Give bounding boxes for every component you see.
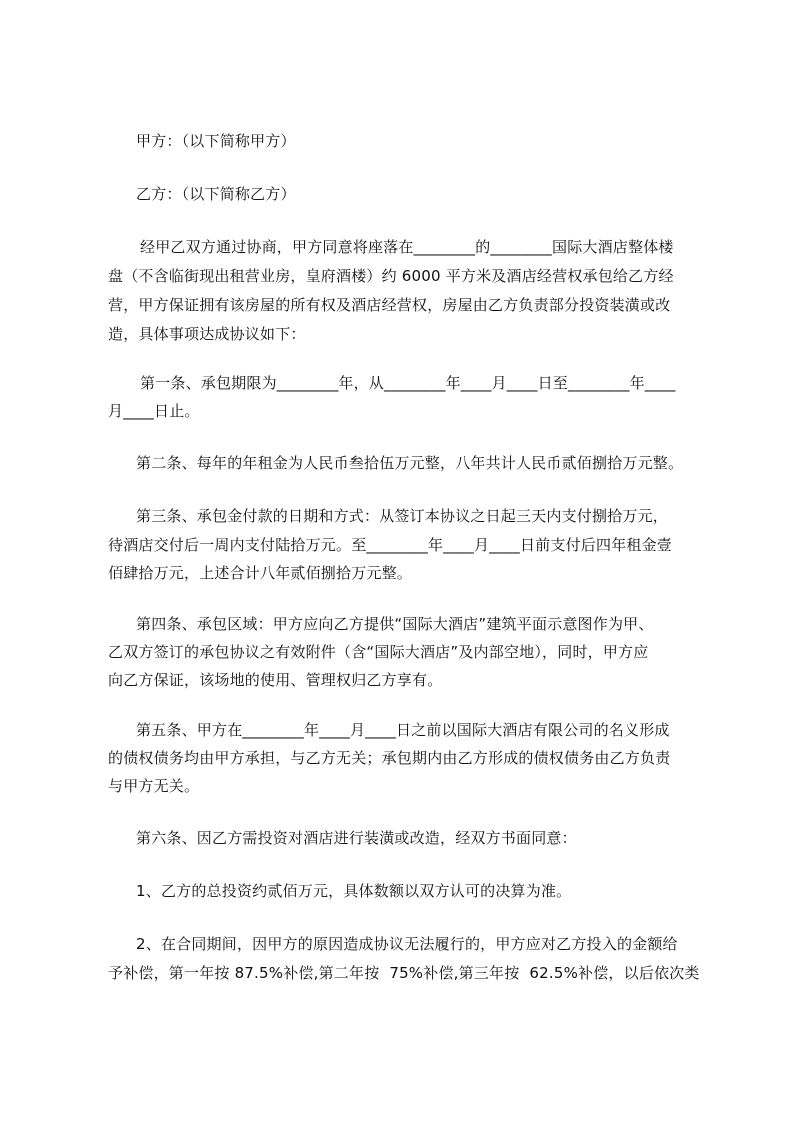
article-2-line-1: 第二条、每年的年租金为人民币叁拾伍万元整，八年共计人民币贰佰捌拾万元整。 (136, 454, 684, 472)
article-5-line-1: 第五条、甲方在________年____月____日之前以国际大酒店有限公司的名义形成 (136, 721, 670, 739)
item-2-line-1: 2、在合同期间，因甲方的原因造成协议无法履行的，甲方应对乙方投入的金额给 (136, 935, 678, 953)
party-b-line: 乙方：（以下简称乙方） (136, 185, 296, 203)
article-6-line-1: 第六条、因乙方需投资对酒店进行装潢或改造，经双方书面同意： (136, 829, 577, 847)
party-a-line: 甲方：（以下简称甲方） (136, 132, 296, 150)
article-3-line-2: 待酒店交付后一周内支付陆拾万元。至________年____月____日前支付后四年租金壹 (108, 536, 673, 554)
intro-line-1: 经甲乙双方通过协商，甲方同意将座落在________的________国际大酒店整体楼 (140, 238, 674, 256)
article-4-line-1: 第四条、承包区域：甲方应向乙方提供“国际大酒店”建筑平面示意图作为甲、 (136, 615, 654, 633)
article-5-line-2: 的债权债务均由甲方承担，与乙方无关；承包期内由乙方形成的债权债务由乙方负责 (108, 749, 671, 767)
article-4-line-3: 向乙方保证，该场地的使用、管理权归乙方享有。 (108, 671, 443, 689)
intro-line-4: 造，具体事项达成协议如下： (108, 325, 306, 343)
article-1-line-2: 月____日止。 (108, 402, 200, 420)
intro-line-3: 营，甲方保证拥有该房屋的所有权及酒店经营权，房屋由乙方负责部分投资装潢或改 (108, 296, 671, 314)
article-3-line-1: 第三条、承包金付款的日期和方式：从签订本协议之日起三天内支付捌拾万元， (136, 507, 669, 525)
article-4-line-2: 乙双方签订的承包协议之有效附件（含“国际大酒店”及内部空地），同时，甲方应 (108, 643, 649, 661)
item-1-line-1: 1、乙方的总投资约贰佰万元，具体数额以双方认可的决算为准。 (136, 882, 572, 900)
item-2-line-2: 予补偿，第一年按 87.5%补偿,第二年按 75%补偿,第三年按 62.5%补偿，以后依次类 (108, 964, 700, 982)
intro-line-2: 盘（不含临街现出租营业房，皇府酒楼）约 6000 平方米及酒店经营权承包给乙方经 (108, 267, 674, 285)
article-1-line-1: 第一条、承包期限为________年，从________年____月____日至________年____ (140, 374, 676, 392)
article-3-line-3: 佰肆拾万元，上述合计八年贰佰捌拾万元整。 (108, 564, 413, 582)
article-5-line-3: 与甲方无关。 (108, 777, 200, 795)
